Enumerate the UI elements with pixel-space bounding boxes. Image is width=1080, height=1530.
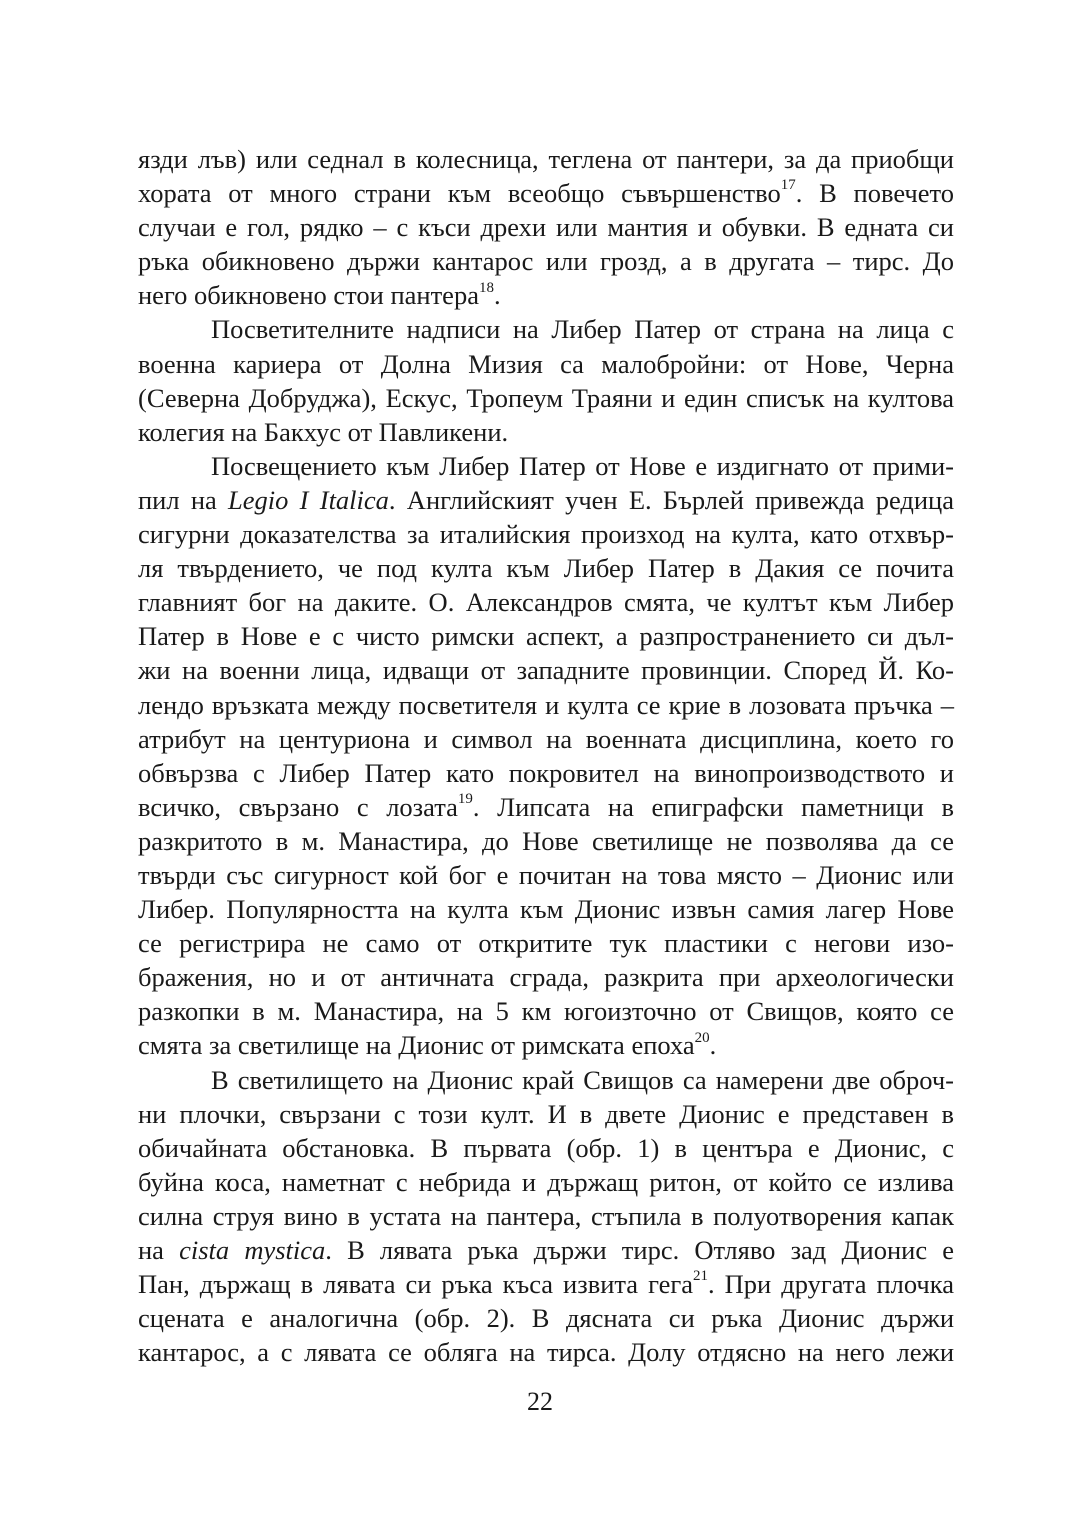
line-text: разкритото в м. Манастира, до Нове светилище не позволява да се [138, 825, 954, 856]
text-line [138, 790, 954, 824]
text-line [138, 1063, 954, 1097]
line-text: главният бог на даките. О. Александров смята, че култът към Либер [138, 587, 954, 618]
page-number: 22 [527, 1387, 553, 1416]
text-line [138, 176, 954, 210]
footnote-ref: 21 [693, 1268, 708, 1285]
text-line [138, 1097, 954, 1131]
line-text: бражения, но и от античната сграда, разкрита при археологически [138, 962, 954, 993]
line-text: се регистрира не само от откритите тук пластики с негови изо- [138, 928, 954, 959]
line-text-after: . [493, 280, 501, 311]
line-text-after: . Английският учен Е. Бърлей привежда редица [388, 484, 954, 515]
line-text: обвързва с Либер Патер като покровител на винопроизводството и [138, 757, 954, 788]
paragraph [138, 312, 954, 448]
line-text: кантарос, а с лявата се обляга на тирса. Долу отдясно на него лежи [138, 1337, 954, 1368]
line-text: всичко, свързано с лозата [138, 791, 458, 822]
line-text-after: . [709, 1030, 717, 1061]
text-line [138, 347, 954, 381]
line-text-after: . В повечето [795, 178, 955, 209]
text-line [138, 483, 954, 517]
line-text: разкопки в м. Манастира, на 5 км югоизточно от Свищов, която се [138, 996, 954, 1027]
text-line [138, 1199, 954, 1233]
text-line [138, 824, 954, 858]
text-line [138, 1335, 954, 1369]
line-text: смята за светилище на Дионис от римската епоха [138, 1030, 695, 1061]
line-text: лендо връзката между посветителя и култа се крие в лозовата пръчка – [138, 689, 954, 720]
text-line [138, 722, 954, 756]
line-text: обичайната обстановка. В първата (обр. 1) в центъра е Дионис, с [138, 1132, 954, 1163]
text-line [138, 1267, 954, 1301]
line-text: пил на [138, 484, 229, 515]
line-text: ни плочки, свързани с този култ. И в двете Дионис е представен в [138, 1098, 954, 1129]
text-line [138, 1301, 954, 1335]
line-text: сигурни доказателства за италийския произход на култа, като отхвър- [138, 519, 954, 550]
text-line [138, 585, 954, 619]
line-text: жи на военни лица, идващи от западните провинции. Според Й. Ко- [138, 655, 954, 686]
text-line [138, 449, 954, 483]
text-line [138, 892, 954, 926]
line-text: Либер. Популярността на култа към Дионис извън самия лагер Нове [138, 894, 954, 925]
line-text: атрибут на центуриона и символ на военната дисциплина, което го [138, 723, 954, 754]
line-text: (Северна Добруджа), Ескус, Тропеум Траяни и един списък на култова [138, 382, 954, 413]
footnote-ref: 18 [478, 279, 494, 296]
line-text-after: . При другата плочка [708, 1269, 954, 1300]
paragraph [138, 1063, 954, 1370]
line-text: В светилището на Дионис край Свищов са намерени две оброч- [211, 1064, 954, 1095]
text-line [138, 1131, 954, 1165]
paragraph [138, 449, 954, 1063]
line-text: него обикновено стои пантера [138, 280, 479, 311]
body-text [138, 142, 954, 1369]
text-line [138, 688, 954, 722]
text-line [138, 517, 954, 551]
text-line [138, 653, 954, 687]
text-line [138, 312, 954, 346]
line-text: хората от много страни към всеобщо съвършенство [138, 178, 781, 209]
text-line [138, 858, 954, 892]
text-line [138, 619, 954, 653]
line-text: на [138, 1235, 180, 1265]
text-line [138, 142, 954, 176]
line-text-after: . В лявата ръка държи тирс. Отляво зад Дионис е [325, 1235, 955, 1265]
line-text: силна струя вино в устата на пантера, стъпила в полуотворения капак [138, 1200, 954, 1231]
line-text: сцената е аналогична (обр. 2). В дясната си ръка Дионис държи [138, 1303, 954, 1334]
text-line [138, 960, 954, 994]
line-text: язди лъв) или седнал в колесница, теглена от пантери, за да приобщи [138, 144, 954, 174]
text-line [138, 1165, 954, 1199]
line-text: ля твърдението, че под култа към Либер Патер в Дакия се почита [138, 553, 954, 584]
line-text: буйна коса, наметнат с небрида и държащ ритон, от който се излива [138, 1166, 954, 1197]
text-line [138, 926, 954, 960]
line-text: колегия на Бакхус от Павликени. [138, 416, 509, 447]
text-line [138, 381, 954, 415]
footnote-ref: 17 [780, 177, 796, 194]
italic-term: cista mystica [179, 1235, 326, 1265]
text-line [138, 244, 954, 278]
line-text: Посвещението към Либер Патер от Нове е издигнато от прими- [211, 450, 954, 481]
paragraph [138, 142, 954, 312]
text-line [138, 278, 954, 312]
text-line [138, 1233, 954, 1267]
line-text-after: . Липсата на епиграфски паметници в [472, 791, 954, 822]
line-text: твърди със сигурност кой бог е почитан на това място – Дионис или [138, 859, 954, 890]
italic-term: Legio I Italica [228, 484, 389, 515]
line-text: Посветителните надписи на Либер Патер от страна на лица с [211, 314, 954, 345]
line-text: ръка обикновено държи кантарос или грозд, а в другата – тирс. До [138, 246, 954, 277]
text-line [138, 551, 954, 585]
line-text: Патер в Нове е с чисто римски аспект, а разпространението си дъл- [138, 621, 954, 652]
text-line [138, 756, 954, 790]
line-text: военна кариера от Долна Мизия са малобройни: от Нове, Черна [138, 348, 954, 379]
line-text: случаи е гол, рядко – с къси дрехи или мантия и обувки. В едната си [138, 212, 954, 243]
text-line [138, 1028, 954, 1062]
footnote-ref: 20 [694, 1029, 710, 1046]
text-line [138, 415, 954, 449]
text-line [138, 210, 954, 244]
footnote-ref: 19 [457, 790, 473, 807]
line-text: Пан, държащ в лявата си ръка къса извита гега [138, 1269, 693, 1300]
text-line [138, 994, 954, 1028]
